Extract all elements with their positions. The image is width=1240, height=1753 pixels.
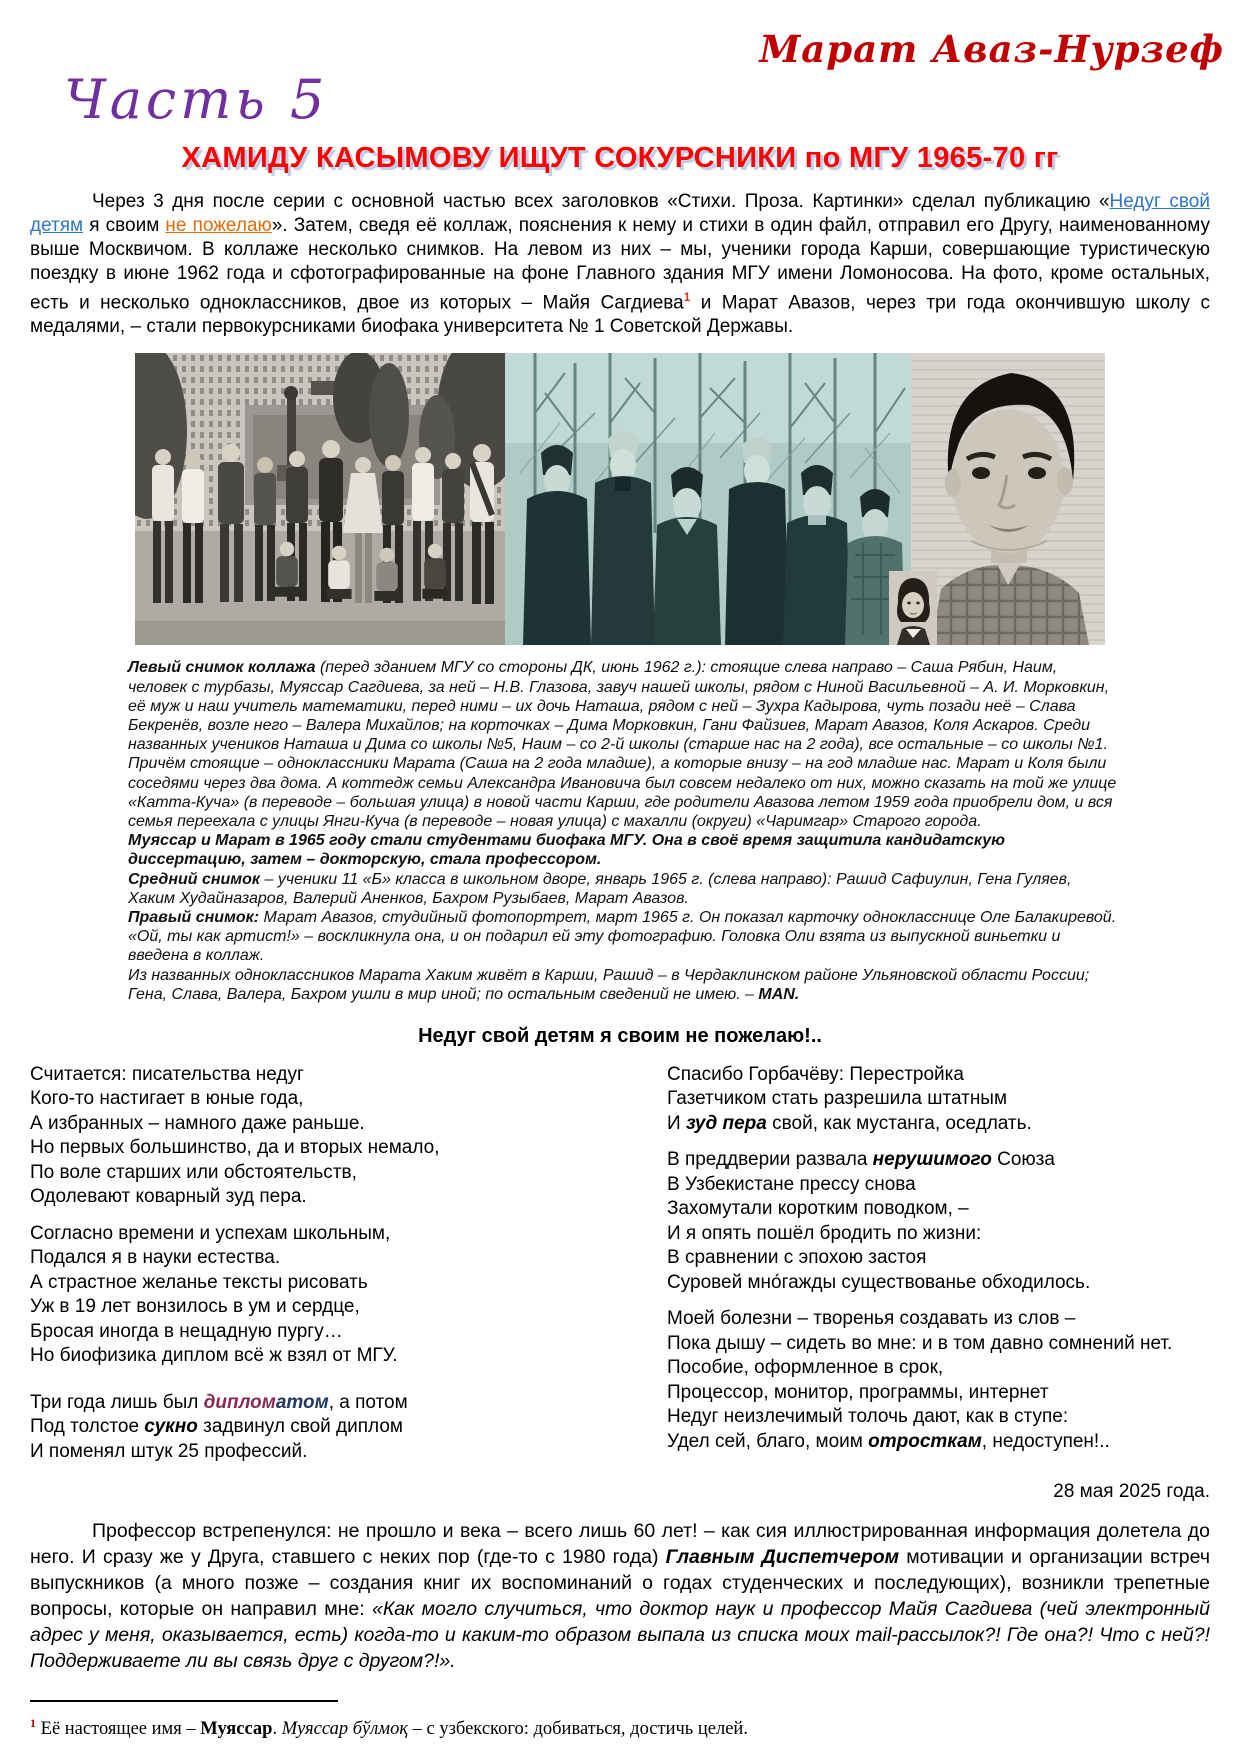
poem-left-column <box>30 1063 667 1477</box>
poem-line <box>30 1136 667 1161</box>
text-run: Пособие, оформленное в срок, <box>667 1357 944 1379</box>
poem-title: Недуг свой детям я своим не пожелаю!.. <box>418 1024 822 1047</box>
text-run: Моей болезни – творенья создавать из слов – <box>667 1308 1076 1330</box>
closing-bold-italic: Главным Диспетчером <box>665 1546 900 1569</box>
poem-line <box>667 1430 1210 1455</box>
poem-stanza <box>30 1222 667 1369</box>
text-run: В Узбекистане прессу снова <box>667 1173 916 1195</box>
footnote-bold-name: Муяссар <box>200 1719 273 1740</box>
footnote-ref-1: 1 <box>683 291 691 304</box>
text-run: Бросая иногда в нещадную пургу… <box>30 1320 343 1342</box>
poem-line <box>667 1148 1210 1173</box>
poem-line <box>667 1246 1210 1271</box>
photo-inset-olya <box>889 571 937 645</box>
link-ne-pozhelayu[interactable]: не пожелаю <box>165 215 272 236</box>
text-run: В преддверии развала <box>667 1149 873 1171</box>
text-run: Правый снимок: <box>128 908 260 926</box>
poem-line <box>30 1161 667 1186</box>
caption-paragraph <box>128 831 1118 869</box>
page-title: ХАМИДУ КАСЫМОВУ ИЩУТ СОКУРСНИКИ по МГУ 1965-70 гг <box>181 142 1059 174</box>
poem-right-column <box>667 1063 1210 1477</box>
date-line: 28 мая 2025 года. <box>1053 1481 1210 1503</box>
closing-paragraph <box>30 1518 1210 1674</box>
intro-text-3: ». Затем, сведя её коллаж, пояснения к нему и стихи в один файл, отправил его Другу, наименованному выше Москвичом. В коллаже несколько снимков. На левом из них – мы, ученики города Карши, совершающие туристическую поездку в июне 1962 года и сфотографированные на фоне Главного здания МГУ имени Ломоносова. На фото, кроме остальных, есть и несколько одноклассников, двое из которых – Майя Сагдиева <box>30 215 1210 314</box>
text-run: Суровей мно́гажды существованье обходилось. <box>667 1271 1091 1293</box>
poem-line <box>30 1246 667 1271</box>
text-run: Под толстое <box>30 1416 145 1438</box>
photo-right-illustration <box>911 353 1105 645</box>
text-run: (перед зданием МГУ со стороны ДК, июнь 1962 г.): стоящие слева направо – Саша Рябин, Наим, человек с турбазы, Муяссар Сагдиева, за ней – Н.В. Глазова, завуч нашей школы, рядом с Ниной Васильевной – А. И. Морковкин, её муж и наш учитель математики, перед ними – их дочь Наташа, рядом с ней – Зухра Кадырова, чуть позади неё – Слава Бекренёв, возле него – Валера Михайлов; на корточках – Дима Морковкин, Гани Файзиев, Марат Авазов, Коля Аскаров. Среди названных учеников Наташа и Дима со школы №5, Наим – со 2-й школы (старше нас на 2 года), все остальные – со школы №1. Причём стоящие – одноклассники Марата (Саша на 2 года младше), а которые внизу – на год младше нас. Марат и Коля были соседями через два дома. А коттедж семьи Александра Ивановича был совсем недалеко от них, можно сказать на той же улице «Катта-Куча» (в переводе – большая улица) в новой части Карши, где родители Авазова летом 1959 года приобрели дом, и вся семья переехала с улицы Янги-Куча (в переводе – новая улица) с махалли (округи) «Чаримгар» Старого города. <box>128 659 1117 830</box>
text-run: Пока дышу – сидеть во мне: и в том давно сомнений нет. <box>667 1332 1173 1354</box>
text-run: Но первых большинство, да и вторых немало, <box>30 1137 440 1159</box>
closing-text-2: мотивации и организации встреч выпускников (а много позже – создания книг их воспоминаний о годах студенческих и последующих), возникли трепетные вопросы, которые он направил мне: <box>30 1546 1210 1621</box>
intro-text-1: Через 3 дня после серии с основной частью всех заголовков «Стихи. Проза. Картинки» сделал публикацию « <box>92 191 1110 212</box>
text-run: И я опять пошёл бродить по жизни: <box>667 1222 982 1244</box>
footnote-text-2: . <box>272 1719 282 1740</box>
text-run: В сравнении с эпохою застоя <box>667 1247 927 1269</box>
text-run: задвинул свой диплом <box>197 1416 403 1438</box>
text-run: Три года лишь был <box>30 1391 204 1413</box>
footnote-text-3: – с узбекского: добиваться, достичь целей. <box>408 1719 748 1740</box>
poem-line <box>667 1356 1210 1381</box>
text-run: А избранных – намного даже раньше. <box>30 1112 365 1134</box>
poem-line <box>667 1112 1210 1137</box>
text-run: Подался я в науки естества. <box>30 1247 281 1269</box>
text-run: Газетчиком стать разрешила штатным <box>667 1088 1008 1110</box>
footnote-separator <box>30 1700 338 1702</box>
poem-line <box>30 1415 667 1440</box>
text-run: свой, как мустанга, оседлать. <box>766 1112 1032 1134</box>
poem-line <box>30 1112 667 1137</box>
poem-line <box>30 1391 667 1416</box>
photo-inset-illustration <box>889 571 937 645</box>
caption-paragraph <box>128 966 1118 1004</box>
text-run: Удел сей, благо, моим <box>667 1430 869 1452</box>
text-run: Считается: писательства недуг <box>30 1063 304 1085</box>
text-run: Кого-то настигает в юные года, <box>30 1088 304 1110</box>
text-run: По воле старших или обстоятельств, <box>30 1161 357 1183</box>
closing-quote: «Как могло случиться, что доктор наук и профессор Майя Сагдиева (чей электронный адрес у меня, оказывается, есть) когда-то и каким-то образом выпала из списка моих mail-рассылок?! Где она?! Что с ней?! Поддерживаете ли вы связь друг с другом?!». <box>30 1598 1210 1673</box>
intro-text-4: и Марат Авазов, через три года окончившую школу с медалями, – стали первокурсниками биофака университета № 1 Советской Державы. <box>30 292 1210 338</box>
text-run: зуд пера <box>685 1112 767 1134</box>
closing-text-1: Профессор встрепенулся: не прошло и века – всего лишь 60 лет! – как сия иллюстрированная информация долетела до него. И сразу же у Друга, ставшего с неких пор (где-то с 1980 года) <box>30 1520 1210 1569</box>
text-run: Из названных одноклассников Марата Хаким живёт в Карши, Рашид – в Чердаклинском районе Ульяновской области России; Гена, Слава, Валера, Бахром ушли в мир иной; по остальным сведений не имею. – <box>128 966 1090 1003</box>
caption-paragraph <box>128 870 1118 908</box>
intro-text-2: я своим <box>83 215 166 236</box>
poem-line <box>30 1185 667 1210</box>
poem-line <box>30 1344 667 1369</box>
poem-line <box>667 1173 1210 1198</box>
text-run: диплом <box>203 1391 276 1413</box>
poem <box>30 1063 1210 1477</box>
text-run: Уж в 19 лет вонзилось в ум и сердце, <box>30 1296 360 1318</box>
photo-middle-classmates <box>505 353 911 645</box>
photo-collage <box>135 353 1105 645</box>
text-run: Спасибо Горбачёву: Перестройка <box>667 1063 964 1085</box>
text-run: отросткам <box>868 1430 982 1452</box>
poem-line <box>30 1295 667 1320</box>
text-run: Процессор, монитор, программы, интернет <box>667 1381 1049 1403</box>
text-run: А страстное желанье тексты рисовать <box>30 1271 368 1293</box>
caption-paragraph <box>128 658 1118 831</box>
photo-right-portrait <box>911 353 1105 645</box>
text-run: – ученики 11 «Б» класса в школьном дворе, январь 1965 г. (слева направо): Рашид Сафиулин, Гена Гуляев, Хаким Худайназаров, Валерий Аненков, Бахром Рузыбаев, Марат Авазов. <box>128 870 1072 907</box>
text-run: Согласно времени и успехам школьным, <box>30 1222 391 1244</box>
text-run: , недоступен!.. <box>981 1430 1110 1452</box>
poem-line <box>667 1405 1210 1430</box>
poem-line <box>30 1087 667 1112</box>
author-signature: Марат Аваз-Нурзеф <box>759 27 1224 71</box>
text-run: Левый снимок коллажа <box>128 659 316 677</box>
text-run: MAN. <box>758 985 800 1003</box>
poem-line <box>667 1381 1210 1406</box>
poem-line <box>30 1440 667 1465</box>
footnote-italic-phrase: Муяссар бўлмоқ <box>281 1719 409 1740</box>
poem-line <box>667 1222 1210 1247</box>
poem-line <box>667 1271 1210 1296</box>
poem-stanza <box>667 1148 1210 1295</box>
photo-middle-illustration <box>505 353 911 645</box>
footnote-text-1: Её настоящее имя – <box>36 1719 201 1740</box>
intro-paragraph <box>30 190 1210 339</box>
collage-caption <box>128 658 1118 1004</box>
footnote-marker: 1 <box>30 1716 37 1731</box>
poem-stanza <box>667 1307 1210 1454</box>
poem-line <box>667 1307 1210 1332</box>
text-run: атом <box>275 1391 329 1413</box>
text-run: Средний снимок <box>128 870 261 888</box>
text-run: И <box>667 1112 686 1134</box>
poem-line <box>667 1063 1210 1088</box>
photo-left-mgu-group <box>135 353 505 645</box>
text-run: Одолевают коварный зуд пера. <box>30 1186 307 1208</box>
text-run: Муяссар и Марат в 1965 году стали студентами биофака МГУ. Она в своё время защитила кандидатскую диссертацию, затем – докторскую, стала профессором. <box>128 832 1005 869</box>
text-run: нерушимого <box>872 1149 992 1171</box>
poem-stanza <box>30 1063 667 1210</box>
text-run: Захомутали коротким поводком, – <box>667 1198 969 1220</box>
text-run: , а потом <box>328 1391 408 1413</box>
text-run: Марат Авазов, студийный фотопортрет, март 1965 г. Он показал карточку однокласснице Оле Балакиревой. «Ой, ты как артист!» – воскликнула она, и он подарил ей эту фотографию. Головка Оли взята из выпускной виньетки и введена в коллаж. <box>128 908 1117 965</box>
poem-line <box>667 1197 1210 1222</box>
poem-line <box>667 1087 1210 1112</box>
photo-left-illustration <box>135 353 505 645</box>
caption-paragraph <box>128 908 1118 966</box>
link-nedug-svoy-detyam[interactable]: Недуг свой детям <box>30 191 1210 236</box>
poem-stanza <box>30 1391 667 1465</box>
text-run: Союза <box>991 1149 1055 1171</box>
poem-line <box>30 1063 667 1088</box>
poem-stanza <box>667 1063 1210 1137</box>
poem-line <box>667 1332 1210 1357</box>
text-run: Недуг неизлечимый толочь дают, как в ступе: <box>667 1406 1069 1428</box>
text-run: сукно <box>144 1416 198 1438</box>
poem-line <box>30 1222 667 1247</box>
text-run: Но биофизика диплом всё ж взял от МГУ. <box>30 1345 398 1367</box>
poem-line <box>30 1320 667 1345</box>
part-label: Часть 5 <box>64 68 329 131</box>
footnote <box>30 1711 1210 1741</box>
text-run: И поменял штук 25 профессий. <box>30 1440 308 1462</box>
poem-line <box>30 1271 667 1296</box>
